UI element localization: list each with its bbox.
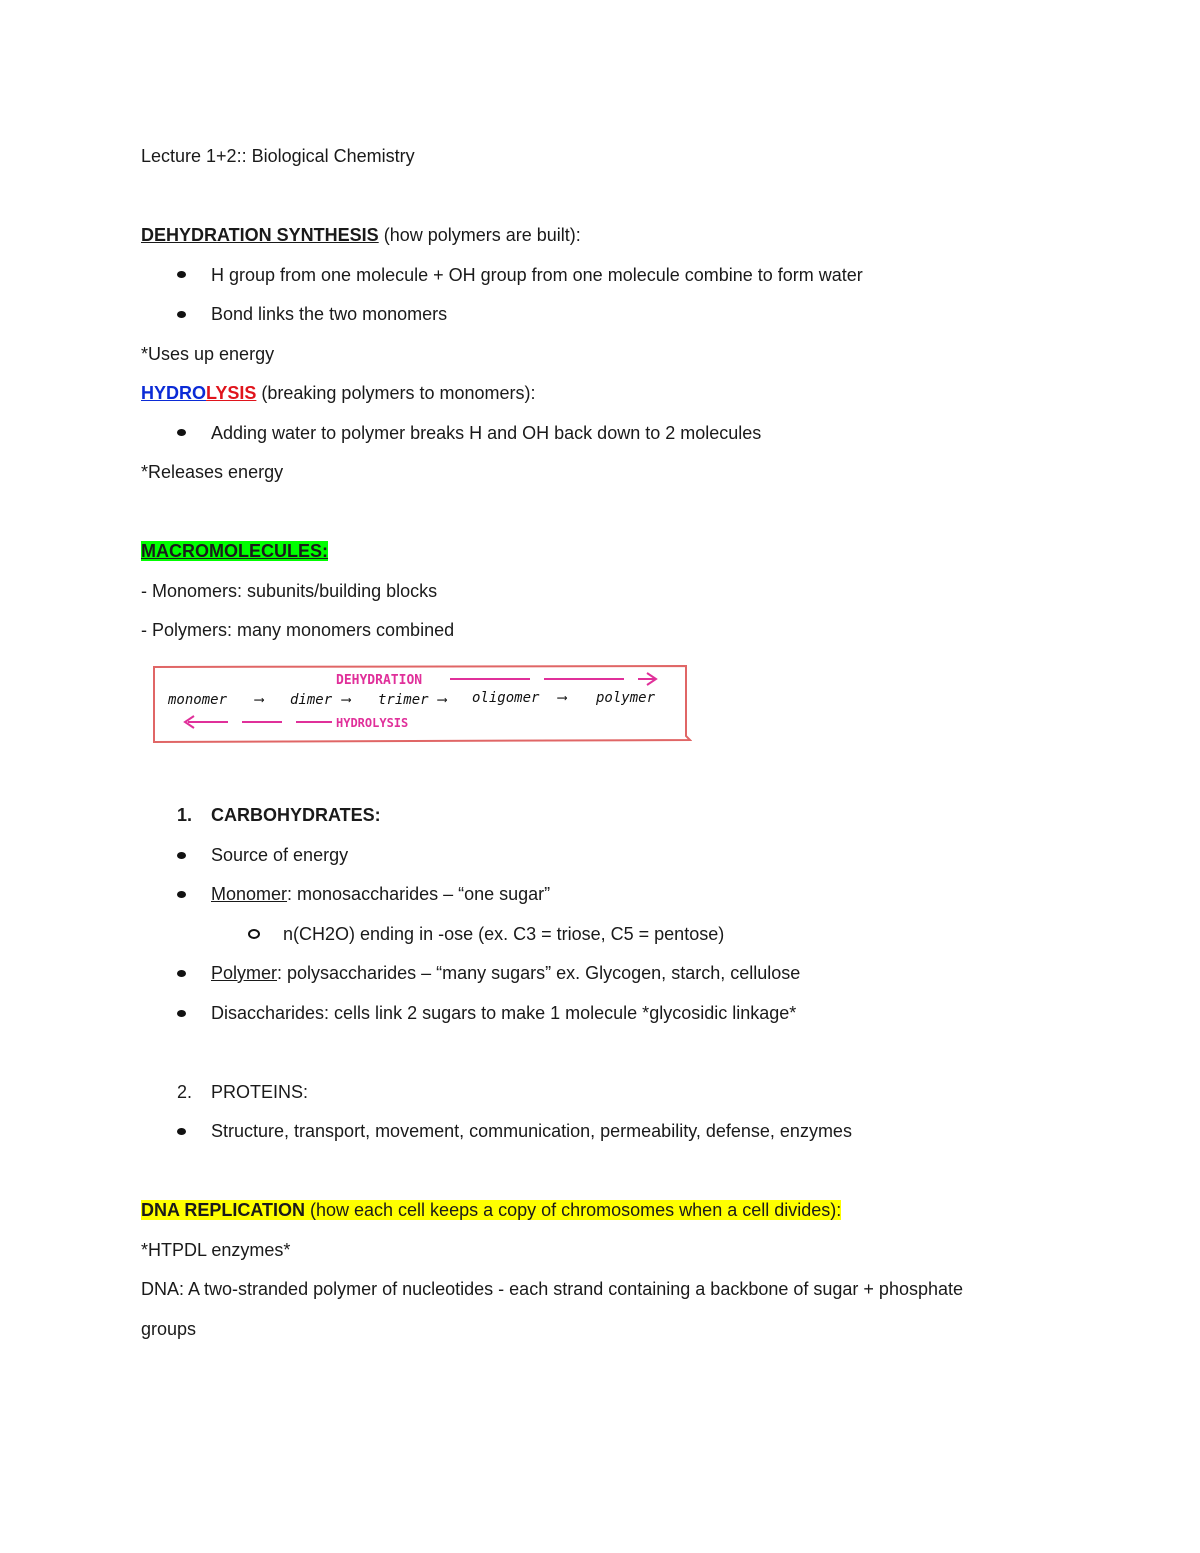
polymer-chain-diagram (150, 662, 692, 746)
macromolecules-line-1: - Monomers: subunits/building blocks (141, 581, 438, 601)
diagram-chain-2: dimer (290, 692, 333, 708)
bullet-icon (177, 1010, 186, 1017)
dna-line-1: DNA: A two-stranded polymer of nucleotides - each strand containing a backbone of sugar + phosphate (141, 1279, 964, 1299)
diagram-top-label: DEHYDRATION (336, 673, 423, 688)
carbohydrates-bullet-2 (211, 882, 550, 906)
diagram-arrow-3-icon: ⟶ (438, 692, 447, 708)
dna-heading-highlight (141, 1200, 841, 1220)
diagram-chain-3: trimer (378, 692, 429, 708)
dna-heading-line (141, 1198, 841, 1222)
proteins-heading: PROTEINS: (211, 1082, 309, 1102)
dna-heading: DNA REPLICATION (141, 1200, 305, 1220)
carbohydrates-bullet-4: Disaccharides: cells link 2 sugars to make 1 molecule *glycosidic linkage* (211, 1003, 797, 1023)
diagram-arrow-4-icon: ⟶ (558, 690, 567, 706)
bullet-icon (177, 852, 186, 859)
dehydration-heading-line (141, 223, 581, 247)
carbohydrates-bullet-1: Source of energy (211, 845, 349, 865)
polymer-term: Polymer (211, 963, 278, 983)
diagram-chain-5: polymer (596, 690, 656, 706)
diagram-bottom-label: HYDROLYSIS (336, 716, 409, 730)
diagram-chain-1: monomer (168, 692, 228, 708)
monomer-description: : monosaccharides – “one sugar” (287, 884, 551, 904)
polymer-description: : polysaccharides – “many sugars” ex. Glycogen, starch, cellulose (277, 963, 801, 983)
dehydration-heading: DEHYDRATION SYNTHESIS (141, 225, 379, 245)
dna-line-2: groups (141, 1319, 197, 1339)
page-title: Lecture 1+2:: Biological Chemistry (141, 146, 415, 166)
monomer-term: Monomer (211, 884, 288, 904)
carbohydrates-heading: CARBOHYDRATES: (211, 805, 381, 825)
bullet-icon (177, 891, 186, 898)
dehydration-bullet-1: H group from one molecule + OH group from one molecule combine to form water (211, 265, 863, 285)
macromolecules-line-2: - Polymers: many monomers combined (141, 620, 455, 640)
carbohydrates-sub-bullet: n(CH2O) ending in -ose (ex. C3 = triose, C5 = pentose) (283, 924, 725, 944)
bullet-icon (177, 970, 186, 977)
dna-enzymes: *HTPDL enzymes* (141, 1240, 291, 1260)
proteins-bullet-1: Structure, transport, movement, communication, permeability, defense, enzymes (211, 1121, 852, 1141)
carbohydrates-bullet-3 (211, 961, 800, 985)
dehydration-note: *Uses up energy (141, 344, 275, 364)
hydrolysis-note: *Releases energy (141, 462, 284, 482)
bullet-icon (177, 429, 186, 436)
carbohydrates-number: 1. (177, 805, 193, 825)
hydrolysis-heading-line (141, 381, 536, 405)
hydrolysis-heading-part1: HYDRO (141, 383, 207, 403)
dehydration-subtitle: (how polymers are built): (378, 225, 581, 245)
dna-subtitle: (how each cell keeps a copy of chromosomes when a cell divides): (305, 1200, 842, 1220)
bullet-icon (177, 271, 186, 278)
hydrolysis-heading-part2: LYSIS (206, 383, 257, 403)
hydrolysis-subtitle: (breaking polymers to monomers): (256, 383, 536, 403)
macromolecules-heading: MACROMOLECULES: (141, 541, 328, 561)
diagram-arrow-1-icon: ⟶ (255, 692, 264, 708)
hydrolysis-bullet-1: Adding water to polymer breaks H and OH back down to 2 molecules (211, 423, 762, 443)
diagram-chain-4: oligomer (472, 690, 540, 706)
diagram-arrow-2-icon: ⟶ (342, 692, 351, 708)
bullet-icon (177, 1128, 186, 1135)
circle-bullet-icon (248, 929, 260, 939)
dehydration-bullet-2: Bond links the two monomers (211, 304, 448, 324)
macromolecules-heading-line (141, 539, 328, 563)
bullet-icon (177, 311, 186, 318)
proteins-number: 2. (177, 1082, 193, 1102)
